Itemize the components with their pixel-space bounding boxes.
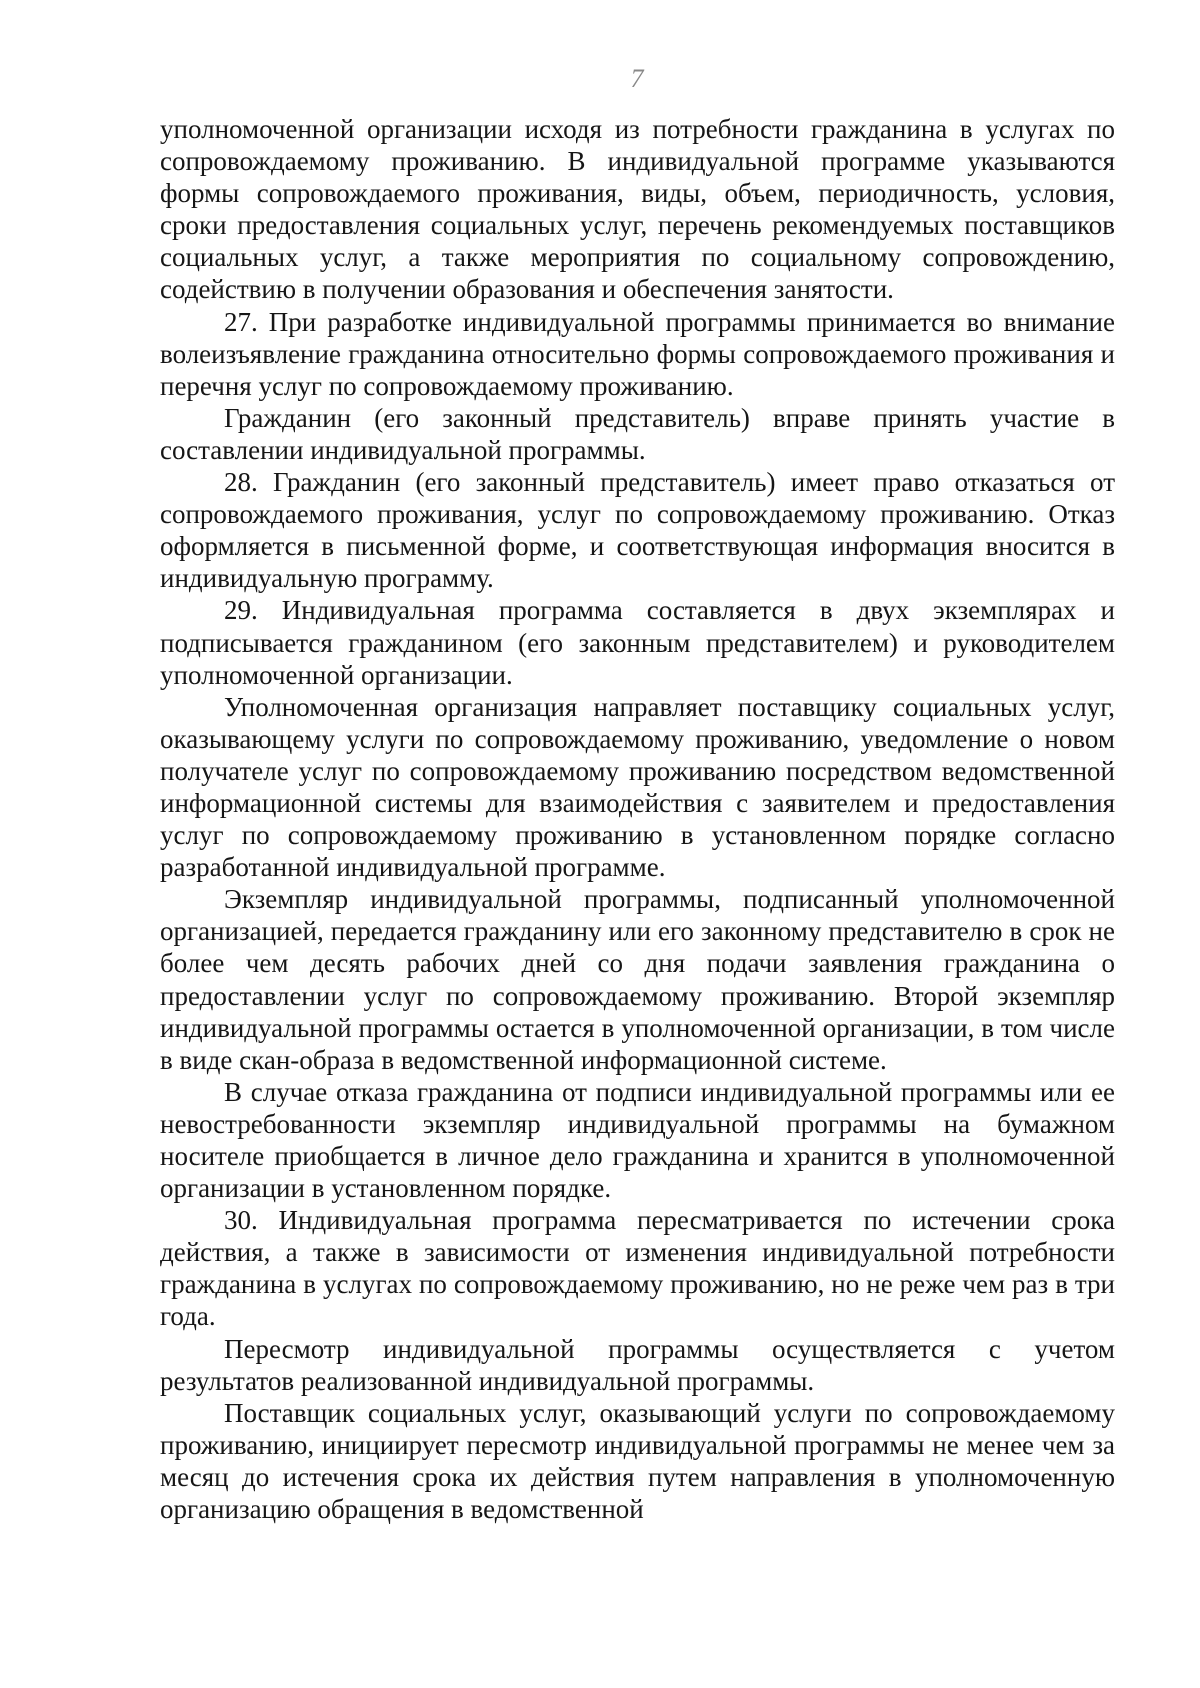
paragraph-item-30: 30. Индивидуальная программа пересматривается по истечении срока действия, а также в зависимости от изменения индивидуальной потребности гражданина в услугах по сопровождаемому проживанию, но не реже чем раз в три года. <box>160 1205 1115 1332</box>
paragraph: Гражданин (его законный представитель) вправе принять участие в составлении индивидуальной программы. <box>160 402 1115 465</box>
paragraph: Пересмотр индивидуальной программы осуществляется с учетом результатов реализованной индивидуальной программы. <box>160 1333 1115 1396</box>
paragraph-item-28: 28. Гражданин (его законный представитель) имеет право отказаться от сопровождаемого проживания, услуг по сопровождаемому проживанию. Отказ оформляется в письменной форме, и соответствующая информация вносится в индивидуальную программу. <box>160 467 1115 594</box>
paragraph-item-27: 27. При разработке индивидуальной программы принимается во внимание волеизъявление гражданина относительно формы сопровождаемого проживания и перечня услуг по сопровождаемому проживанию. <box>160 306 1115 401</box>
paragraph: Экземпляр индивидуальной программы, подписанный уполномоченной организацией, передается гражданину или его законному представителю в срок не более чем десять рабочих дней со дня подачи заявления гражданина о предоставлении услуг по сопровождаемому проживанию. Второй экземпляр индивидуальной программы остается в уполномоченной организации, в том числе в виде скан-образа в ведомственной информационной системе. <box>160 884 1115 1075</box>
paragraph: Поставщик социальных услуг, оказывающий услуги по сопровождаемому проживанию, инициирует пересмотр индивидуальной программы не менее чем за месяц до истечения срока их действия путем направления в уполномоченную организацию обращения в ведомственной <box>160 1397 1115 1525</box>
paragraph-continuation: уполномоченной организации исходя из потребности гражданина в услугах по сопровождаемому проживанию. В индивидуальной программе указываются формы сопровождаемого проживания, виды, объем, периодичность, условия, сроки предоставления социальных услуг, перечень рекомендуемых поставщиков социальных услуг, а также мероприятия по социальному сопровождению, содействию в получении образования и обеспечения занятости. <box>160 114 1115 305</box>
paragraph: В случае отказа гражданина от подписи индивидуальной программы или ее невостребованности экземпляр индивидуальной программы на бумажном носителе приобщается в личное дело гражданина и хранится в уполномоченной организации в установленном порядке. <box>160 1076 1115 1204</box>
document-body <box>160 113 1115 1525</box>
paragraph-item-29: 29. Индивидуальная программа составляется в двух экземплярах и подписывается гражданином (его законным представителем) и руководителем уполномоченной организации. <box>160 595 1115 690</box>
page-number: 7 <box>630 64 644 93</box>
paragraph: Уполномоченная организация направляет поставщику социальных услуг, оказывающему услуги по сопровождаемому проживанию, уведомление о новом получателе услуг по сопровождаемому проживанию посредством ведомственной информационной системы для взаимодействия с заявителем и предоставления услуг по сопровождаемому проживанию в установленном порядке согласно разработанной индивидуальной программе. <box>160 691 1115 883</box>
